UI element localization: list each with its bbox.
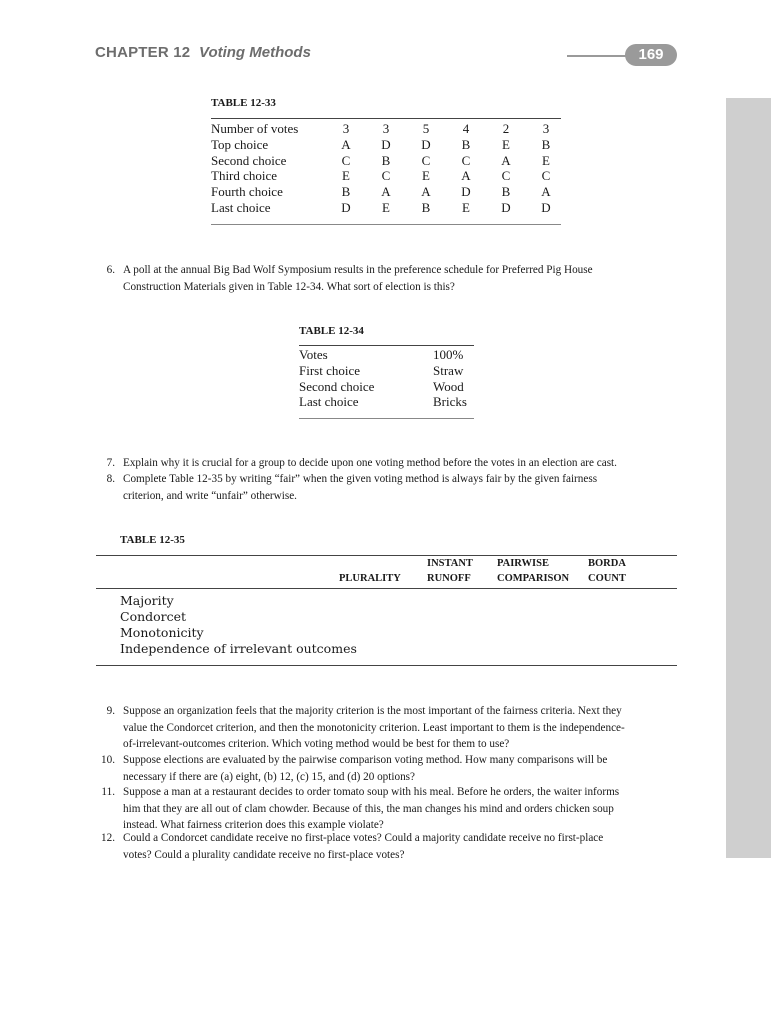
criterion-row: Condorcet [120,609,187,624]
question-text-line: instead. What fairness criterion does this example violate? [123,819,384,831]
page-number-badge: 169 [625,44,677,66]
table-cell: 3 [342,121,350,136]
table-row-label: Second choice [211,153,287,168]
table-cell: E [422,168,430,183]
table-12-35-caption: TABLE 12-35 [120,534,185,546]
table-cell: 2 [502,121,510,136]
question-number: 6. [106,264,115,276]
question-number: 8. [106,473,115,485]
table-row-label: Top choice [211,137,269,152]
table-cell: C [541,168,551,183]
question-text-line: Could a Condorcet candidate receive no first-place votes? Could a majority candidate receive no first-place [123,832,604,844]
table-12-35-header-rule [96,588,677,589]
table-cell: 4 [462,121,470,136]
criterion-row: Independence of irrelevant outcomes [120,641,357,656]
question-text-line: necessary if there are (a) eight, (b) 12, (c) 15, and (d) 20 options? [123,770,416,783]
column-header-instant-line1: INSTANT [427,558,473,569]
table-12-33-bottom-rule [211,224,561,225]
table-12-35-bottom-rule [96,665,677,666]
question-text-line: Construction Materials given in Table 12-34. What sort of election is this? [123,280,455,293]
table-cell: E [382,200,390,215]
side-thumb-tab [726,98,771,858]
table-12-34-caption: TABLE 12-34 [299,325,364,337]
table-cell: D [341,200,351,215]
criterion-row: Majority [120,593,174,608]
table-cell: C [381,168,391,183]
question-text-line: Suppose an organization feels that the majority criterion is the most important of the fairness criteria. Next they [123,705,622,717]
table-cell: B [381,153,391,168]
column-header-borda-line1: BORDA [588,558,626,569]
header-rule [567,55,627,57]
column-header-borda-line2: COUNT [588,573,626,584]
question-text-line: value the Condorcet criterion, and then the monotonicity criterion. Least important to them is the independence- [123,721,625,734]
table-row-label: Votes [299,347,328,362]
question-text-line: Suppose a man at a restaurant decides to order tomato soup with his meal. Before he orders, the waiter informs [123,786,620,798]
table-row-label: Third choice [211,168,278,183]
table-cell: A [501,153,511,168]
question-text-line: votes? Could a plurality candidate receive no first-place votes? [123,848,405,861]
table-cell: D [421,137,431,152]
column-header-pairwise-line1: PAIRWISE [497,558,549,569]
table-cell: Straw [433,363,464,378]
table-row-label: Second choice [299,379,375,394]
question-number: 7. [106,457,115,469]
table-cell: B [341,184,351,199]
table-cell: B [541,137,551,152]
table-12-33-caption: TABLE 12-33 [211,97,276,109]
question-number: 10. [101,754,115,766]
table-cell: C [341,153,351,168]
question-text-line: criterion, and write “unfair” otherwise. [123,489,297,502]
question-text-line: Suppose elections are evaluated by the pairwise comparison voting method. How many comparisons will be [123,754,608,766]
table-cell: B [421,200,431,215]
question-text-line: him that they are all out of clam chowder. Because of this, the man changes his mind and orders chicken soup [123,802,614,815]
column-header-plurality: PLURALITY [339,573,401,584]
chapter-title: Voting Methods [199,44,311,61]
table-cell: 3 [542,121,550,136]
table-cell: D [501,200,511,215]
table-row-label: Fourth choice [211,184,283,199]
table-12-34-bottom-rule [299,418,474,419]
table-cell: 100% [433,347,464,362]
table-row-label: Number of votes [211,121,299,136]
table-cell: C [421,153,431,168]
table-cell: D [381,137,391,152]
column-header-pairwise-line2: COMPARISON [497,573,570,584]
table-cell: D [461,184,471,199]
table-row-label: Last choice [211,200,271,215]
question-number: 11. [101,786,115,798]
table-cell: E [342,168,350,183]
question-number: 12. [101,832,115,844]
table-cell: A [381,184,391,199]
table-12-33-top-rule [211,118,561,119]
question-text-line: Explain why it is crucial for a group to decide upon one voting method before the votes in an election are cast. [123,457,617,469]
question-text-line: A poll at the annual Big Bad Wolf Symposium results in the preference schedule for Preferred Pig House [123,264,593,276]
table-cell: A [461,168,471,183]
table-cell: C [461,153,471,168]
table-cell: A [541,184,551,199]
table-cell: B [461,137,471,152]
column-header-instant-line2: RUNOFF [427,573,471,584]
chapter-number: CHAPTER 12 [95,44,191,61]
table-cell: Bricks [433,394,467,409]
table-cell: 5 [422,121,430,136]
table-cell: Wood [433,379,464,394]
table-cell: E [502,137,510,152]
question-number: 9. [106,705,115,717]
table-cell: E [462,200,470,215]
table-row-label: First choice [299,363,361,378]
table-cell: A [421,184,431,199]
question-text-line: of-irrelevant-outcomes criterion. Which voting method would be best for them to use? [123,738,510,750]
table-cell: 3 [382,121,390,136]
running-header [95,44,685,68]
table-cell: A [341,137,351,152]
table-row-label: Last choice [299,394,359,409]
table-cell: C [501,168,511,183]
question-text-line: Complete Table 12-35 by writing “fair” when the given voting method is always fair by the given fairness [123,473,598,485]
table-cell: B [501,184,511,199]
criterion-row: Monotonicity [120,625,204,640]
table-cell: E [542,153,550,168]
table-cell: D [541,200,551,215]
table-12-34-top-rule [299,345,474,346]
